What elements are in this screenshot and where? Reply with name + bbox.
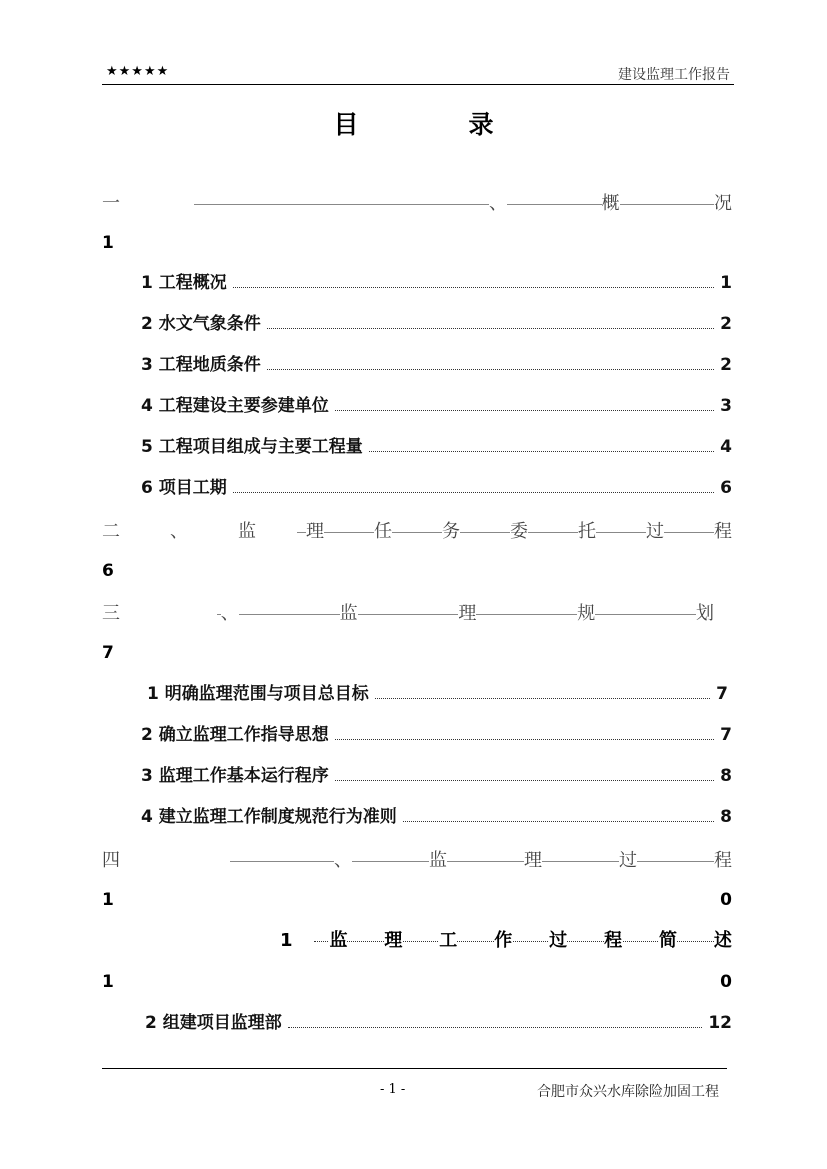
toc-chapter-char: 三 bbox=[102, 603, 120, 624]
toc-entry-page: 12 bbox=[708, 1013, 732, 1033]
toc-chapter-char: 监 bbox=[339, 603, 358, 624]
toc-entry[interactable] bbox=[145, 1012, 732, 1034]
toc-entry-label: 3 监理工作基本运行程序 bbox=[141, 766, 329, 786]
toc-entry[interactable] bbox=[141, 436, 732, 458]
toc-chapter-char: 托 bbox=[578, 521, 596, 542]
toc-chapter-char: 务 bbox=[442, 521, 460, 542]
toc-entry-label: 1 工程概况 bbox=[141, 273, 227, 293]
toc-chapter-char: 理 bbox=[524, 850, 542, 871]
toc-leader bbox=[267, 369, 714, 370]
toc-entry-label: 1 明确监理范围与项目总目标 bbox=[147, 684, 369, 704]
toc-entry-label: 5 工程项目组成与主要工程量 bbox=[141, 437, 363, 457]
toc-chapter-char: 任 bbox=[374, 521, 392, 542]
toc-title: 目录 bbox=[333, 110, 604, 139]
toc-entry[interactable] bbox=[141, 395, 732, 417]
page-header bbox=[102, 62, 734, 84]
toc-chapter-char: 监 bbox=[238, 521, 256, 542]
toc-entry-char: 程 bbox=[604, 930, 623, 951]
toc-entry-justified[interactable] bbox=[280, 930, 732, 952]
toc-entry-page: 1 bbox=[720, 273, 732, 293]
toc-entry-page: 2 bbox=[720, 355, 732, 375]
toc-entry-label: 2 组建项目监理部 bbox=[145, 1013, 282, 1033]
toc-chapter-char: 委 bbox=[510, 521, 528, 542]
toc-chapter-char: 规 bbox=[577, 603, 596, 624]
toc-entry-char: 工 bbox=[439, 930, 458, 951]
footer-project-name: 合肥市众兴水库除险加固工程 bbox=[537, 1084, 719, 1100]
toc-chapter-char: 、 bbox=[334, 850, 352, 871]
toc-leader bbox=[233, 492, 714, 493]
toc-entry-char: 理 bbox=[384, 930, 403, 951]
toc-entry-page: 7 bbox=[716, 684, 728, 704]
footer-page-number: - 1 - bbox=[380, 1082, 406, 1097]
toc-entry-char: 作 bbox=[494, 930, 513, 951]
toc-entry[interactable] bbox=[141, 806, 732, 828]
toc-page-number: 6 bbox=[102, 561, 114, 581]
toc-entry-page: 4 bbox=[720, 437, 732, 457]
toc-chapter-char: 过 bbox=[646, 521, 664, 542]
toc-chapter-char: 、 bbox=[170, 521, 188, 542]
toc-entry[interactable] bbox=[141, 354, 732, 376]
toc-entry-page: 6 bbox=[720, 478, 732, 498]
toc-page-number-split bbox=[102, 971, 732, 993]
toc-entry-label: 6 项目工期 bbox=[141, 478, 227, 498]
toc-chapter-char: 概 bbox=[601, 193, 620, 214]
toc-entry-char: 简 bbox=[658, 930, 677, 951]
toc-entry-label: 2 水文气象条件 bbox=[141, 314, 261, 334]
toc-chapter-char: 过 bbox=[619, 850, 637, 871]
toc-entry-label: 2 确立监理工作指导思想 bbox=[141, 725, 329, 745]
toc-chapter-char: 二 bbox=[102, 521, 120, 542]
toc-entry[interactable] bbox=[141, 313, 732, 335]
toc-page-digit: 1 bbox=[102, 972, 114, 992]
toc-chapter-2[interactable] bbox=[102, 521, 732, 543]
toc-entry-label: 3 工程地质条件 bbox=[141, 355, 261, 375]
toc-entry-page: 3 bbox=[720, 396, 732, 416]
header-rule bbox=[102, 84, 734, 85]
toc-entry-page: 2 bbox=[720, 314, 732, 334]
toc-leader bbox=[335, 739, 714, 740]
toc-chapter-3[interactable] bbox=[102, 603, 714, 625]
toc-page-number: 1 bbox=[102, 233, 114, 253]
toc-chapter-4[interactable] bbox=[102, 850, 732, 872]
rating-stars: ★★★★★ bbox=[106, 64, 170, 79]
toc-chapter-char: 程 bbox=[714, 521, 732, 542]
toc-entry[interactable] bbox=[141, 724, 732, 746]
toc-entry[interactable] bbox=[141, 477, 732, 499]
toc-page-number: 7 bbox=[102, 643, 114, 663]
toc-leader bbox=[403, 821, 714, 822]
toc-chapter-char: 、 bbox=[220, 603, 239, 624]
toc-entry-page: 7 bbox=[720, 725, 732, 745]
toc-chapter-char: 理 bbox=[458, 603, 477, 624]
toc-chapter-char: 划 bbox=[695, 603, 714, 624]
toc-chapter-char: 一 bbox=[102, 193, 120, 214]
toc-page-digit: 0 bbox=[720, 890, 732, 910]
toc-leader bbox=[233, 287, 714, 288]
toc-entry-char: 1 bbox=[280, 930, 293, 951]
toc-leader bbox=[369, 451, 714, 452]
toc-entry-page: 8 bbox=[720, 807, 732, 827]
toc-entry-label: 4 工程建设主要参建单位 bbox=[141, 396, 329, 416]
toc-chapter-char: 四 bbox=[102, 850, 120, 871]
toc-page-digit: 1 bbox=[102, 890, 114, 910]
toc-entry-page: 8 bbox=[720, 766, 732, 786]
toc-leader bbox=[267, 328, 714, 329]
toc-chapter-1[interactable] bbox=[102, 193, 732, 215]
toc-chapter-char: 理 bbox=[306, 521, 324, 542]
toc-leader bbox=[335, 410, 714, 411]
toc-chapter-char: 、 bbox=[489, 193, 507, 214]
toc-entry-char: 监 bbox=[329, 930, 348, 951]
toc-entry-char: 过 bbox=[549, 930, 568, 951]
toc-leader bbox=[375, 698, 710, 699]
footer-rule bbox=[102, 1068, 727, 1069]
toc-chapter-char: 况 bbox=[714, 193, 732, 214]
toc-entry[interactable] bbox=[147, 683, 728, 705]
toc-entry-char: 述 bbox=[713, 930, 732, 951]
toc-entry[interactable] bbox=[141, 272, 732, 294]
document-type: 建设监理工作报告 bbox=[618, 67, 730, 83]
toc-entry-label: 4 建立监理工作制度规范行为准则 bbox=[141, 807, 397, 827]
toc-page-number-split bbox=[102, 889, 732, 911]
toc-chapter-char: 程 bbox=[714, 850, 732, 871]
toc-chapter-char: 监 bbox=[429, 850, 447, 871]
toc-entry[interactable] bbox=[141, 765, 732, 787]
toc-page-digit: 0 bbox=[720, 972, 732, 992]
toc-leader bbox=[288, 1027, 703, 1028]
toc-leader bbox=[335, 780, 714, 781]
